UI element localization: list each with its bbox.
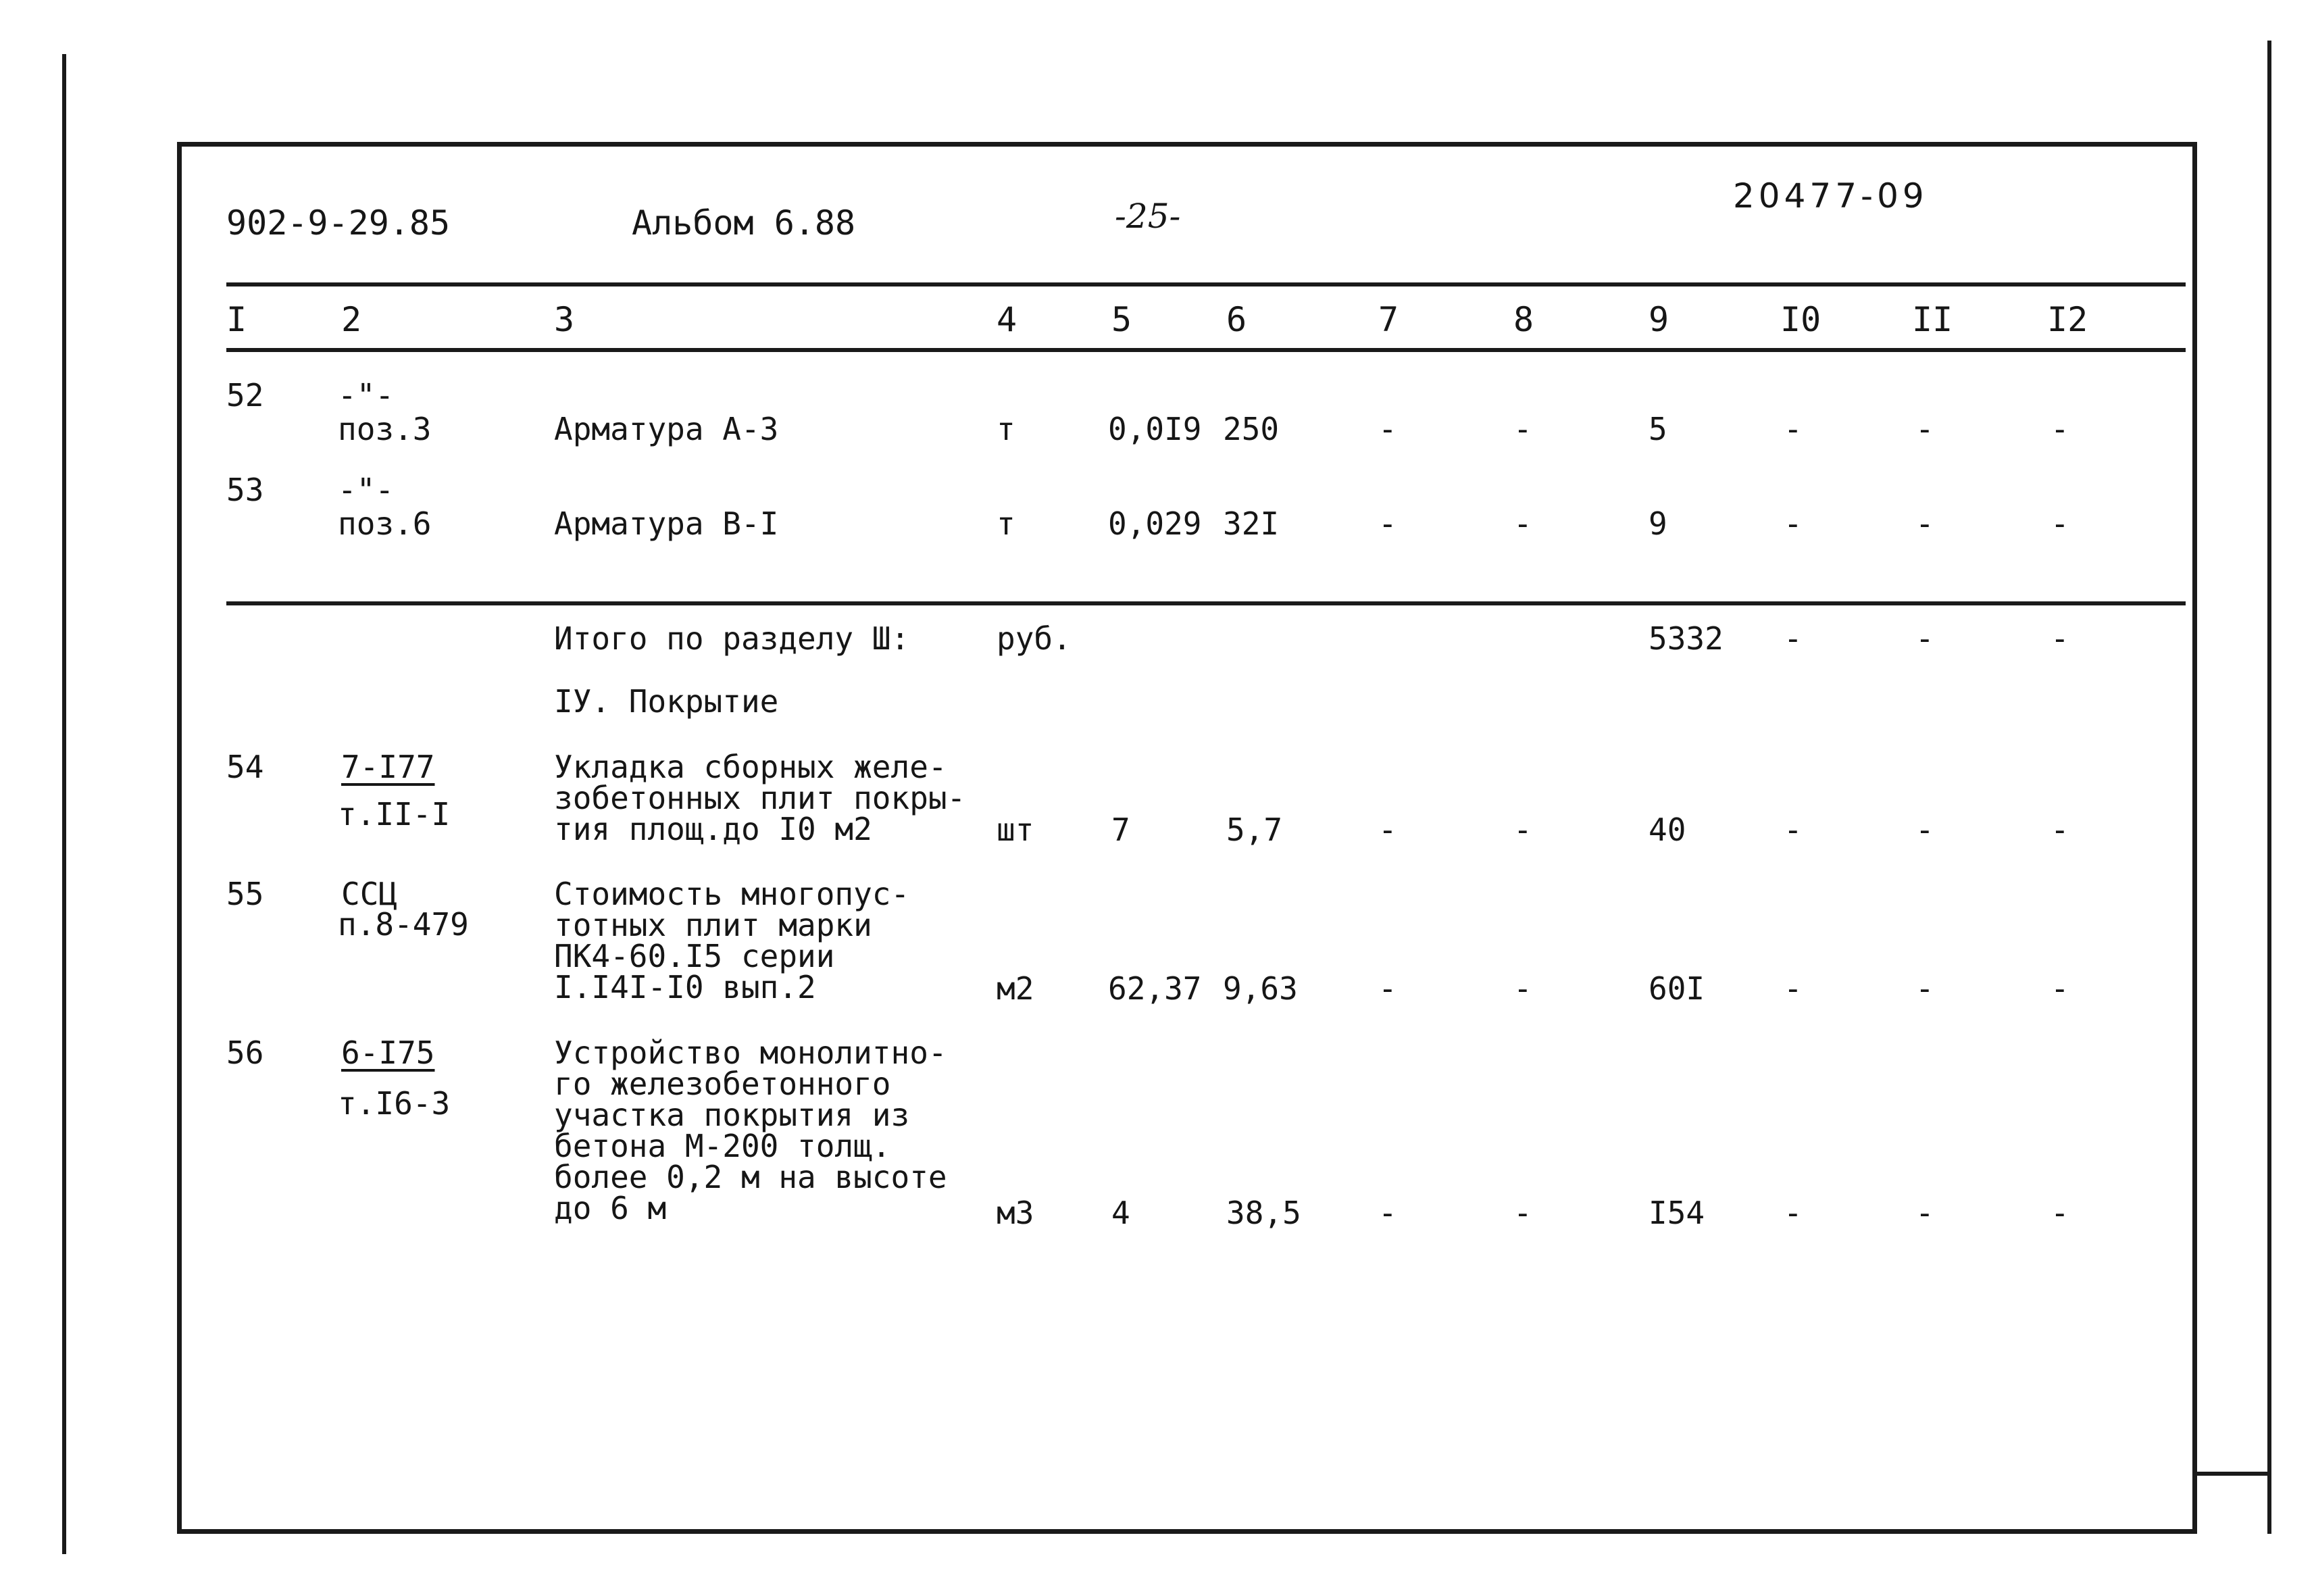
col-8: - (1513, 411, 1532, 447)
col-8: - (1513, 505, 1532, 542)
ref-line-1: 6-I75 (341, 1034, 435, 1071)
ref-line-2: т.II-I (338, 796, 451, 832)
col-10: - (1784, 411, 1803, 447)
quantity: 0,029 (1108, 505, 1202, 542)
col-7: - (1378, 505, 1397, 542)
quantity: 7 (1111, 812, 1130, 848)
unit-price: 9,63 (1223, 970, 1298, 1007)
ref-line-1: -"- (338, 472, 395, 508)
description: Устройство монолитно- го железобетонного участка покрытия из бетона М-200 толщ. более 0,2 м на высоте до 6 м (554, 1034, 947, 1226)
description: Укладка сборных желе- зобетонных плит покры- тия площ.до I0 м2 (554, 749, 966, 847)
ref-line-1: ССЦ (341, 876, 398, 912)
col-10: - (1784, 970, 1803, 1007)
subtotal-col-10: - (1784, 620, 1803, 657)
header-rule-bottom (226, 348, 2186, 352)
col-11: - (1915, 505, 1934, 542)
col-9: 60I (1649, 970, 1705, 1007)
unit: т (997, 411, 1015, 447)
col-12: - (2051, 1195, 2069, 1231)
col-12: - (2051, 970, 2069, 1007)
col-num-11: II (1912, 300, 1953, 339)
col-num-8: 8 (1513, 300, 1534, 339)
ref-line-2: т.I6-3 (338, 1085, 451, 1122)
row-number: 54 (226, 749, 264, 785)
ref-line-2: поз.6 (338, 505, 432, 542)
col-12: - (2051, 812, 2069, 848)
col-10: - (1784, 1195, 1803, 1231)
col-num-3: 3 (554, 300, 575, 339)
unit: м2 (997, 970, 1034, 1007)
section-title: IУ. Покрытие (554, 683, 779, 720)
col-12: - (2051, 505, 2069, 542)
col-num-5: 5 (1111, 300, 1132, 339)
unit-price: 5,7 (1226, 812, 1283, 848)
unit: шт (997, 812, 1034, 848)
left-margin-line (62, 54, 66, 1554)
unit-price: 38,5 (1226, 1195, 1301, 1231)
col-num-12: I2 (2047, 300, 2088, 339)
quantity: 62,37 (1108, 970, 1202, 1007)
quantity: 0,0I9 (1108, 411, 1202, 447)
col-11: - (1915, 970, 1934, 1007)
col-11: - (1915, 411, 1934, 447)
col-9: I54 (1649, 1195, 1705, 1231)
unit: т (997, 505, 1015, 542)
document-stamp: 20477-09 (1733, 176, 1928, 216)
col-num-9: 9 (1649, 300, 1669, 339)
col-10: - (1784, 505, 1803, 542)
subtotal-col-12: - (2051, 620, 2069, 657)
unit: м3 (997, 1195, 1034, 1231)
subtotal-label: Итого по разделу Ш: (554, 620, 910, 657)
section-rule (226, 601, 2186, 605)
ref-line-1: 7-I77 (341, 749, 435, 785)
subtotal-unit: руб. (997, 620, 1072, 657)
col-7: - (1378, 411, 1397, 447)
col-7: - (1378, 812, 1397, 848)
col-10: - (1784, 812, 1803, 848)
col-num-2: 2 (341, 300, 362, 339)
description: Стоимость многопус- тотных плит марки ПК4-60.I5 серии I.I4I-I0 вып.2 (554, 876, 910, 1005)
album-label: Альбом 6.88 (632, 203, 856, 243)
doc-code: 902-9-29.85 (226, 203, 451, 243)
corner-mark (2197, 1472, 2271, 1476)
col-num-6: 6 (1226, 300, 1247, 339)
subtotal-col-9: 5332 (1649, 620, 1724, 657)
description: Арматура А-3 (554, 411, 779, 447)
unit-price: 250 (1223, 411, 1280, 447)
header-rule-top (226, 282, 2186, 286)
subtotal-col-11: - (1915, 620, 1934, 657)
page-number: -25- (1115, 197, 1181, 236)
col-8: - (1513, 812, 1532, 848)
col-9: 40 (1649, 812, 1686, 848)
row-number: 52 (226, 377, 264, 414)
quantity: 4 (1111, 1195, 1130, 1231)
row-number: 53 (226, 472, 264, 508)
right-margin-line (2267, 41, 2271, 1534)
ref-line-1: -"- (338, 377, 395, 414)
unit-price: 32I (1223, 505, 1280, 542)
col-11: - (1915, 812, 1934, 848)
col-num-1: I (226, 300, 247, 339)
col-9: 5 (1649, 411, 1667, 447)
row-number: 56 (226, 1034, 264, 1071)
ref-line-2: п.8-479 (338, 906, 469, 943)
col-num-4: 4 (997, 300, 1017, 339)
col-7: - (1378, 1195, 1397, 1231)
col-11: - (1915, 1195, 1934, 1231)
col-num-10: I0 (1780, 300, 1821, 339)
col-12: - (2051, 411, 2069, 447)
col-num-7: 7 (1378, 300, 1399, 339)
col-9: 9 (1649, 505, 1667, 542)
ref-line-2: поз.3 (338, 411, 432, 447)
col-7: - (1378, 970, 1397, 1007)
row-number: 55 (226, 876, 264, 912)
description: Арматура В-I (554, 505, 779, 542)
col-8: - (1513, 970, 1532, 1007)
col-8: - (1513, 1195, 1532, 1231)
